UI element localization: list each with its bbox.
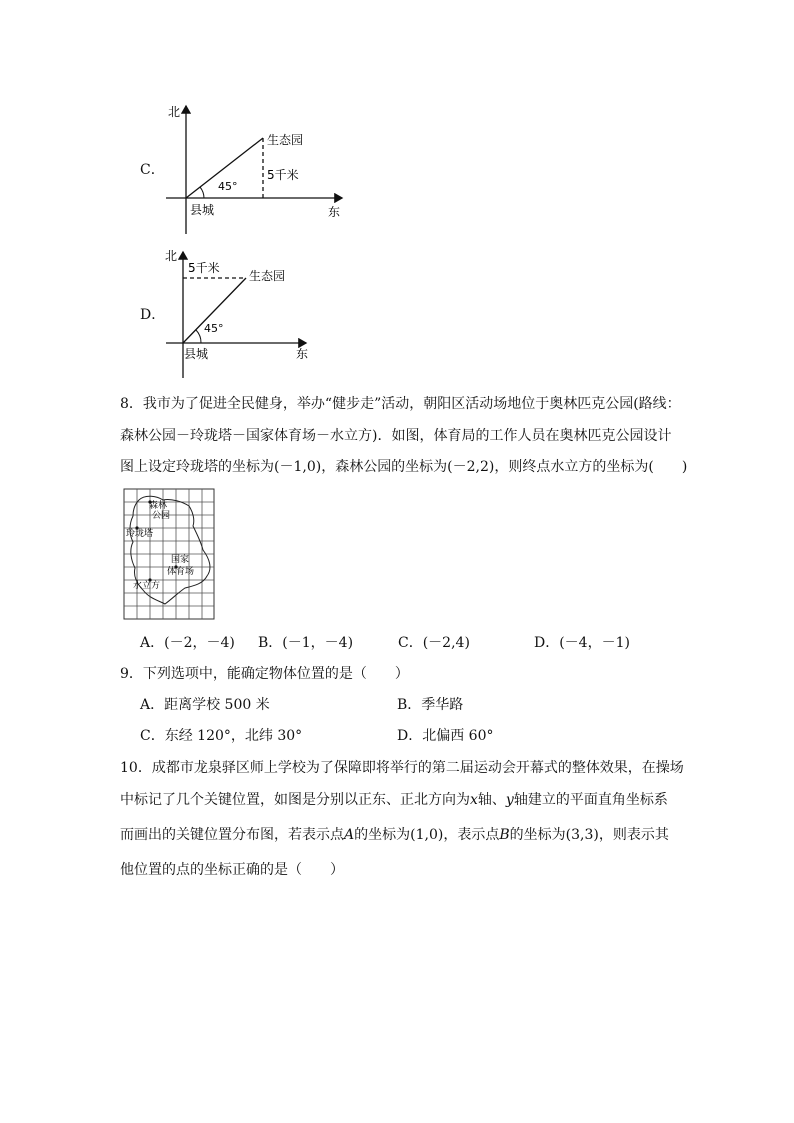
q10-line-3: 而画出的关键位置分布图，若表示点A的坐标为(1,0)，表示点B的坐标为(3,3)，则表示其 — [120, 827, 669, 843]
figure-d-direction-diagram — [160, 246, 320, 382]
map-label-water: 水立方 — [133, 581, 161, 591]
east-label: 东 — [328, 205, 341, 219]
coordinate-b: (3,3) — [565, 827, 599, 843]
angle-arc — [200, 187, 204, 198]
north-label: 北 — [165, 249, 178, 263]
q8-option-d[interactable]: D．(－4，－1) — [534, 635, 630, 651]
angle-arc — [196, 330, 201, 343]
target-label: 生态园 — [267, 133, 304, 147]
coordinate-a: (1,0) — [410, 827, 444, 843]
q9-option-a[interactable]: A．距离学校 500 米 — [140, 697, 270, 713]
map-label-forest-2: 公园 — [152, 511, 171, 521]
distance-label: 5千米 — [267, 168, 299, 182]
option-c-label: C． — [140, 162, 165, 178]
q8-option-b[interactable]: B．(－1，－4) — [258, 635, 354, 651]
origin-label: 县城 — [190, 203, 215, 217]
map-label-tower: 玲珑塔 — [126, 529, 154, 539]
q8-line-1: 8．我市为了促进全民健身，举办“健步走”活动，朝阳区活动场地位于奥林匹克公园(路线： — [120, 396, 681, 412]
olympic-park-grid-map — [123, 488, 215, 620]
q9-stem: 9．下列选项中，能确定物体位置的是（ ） — [120, 666, 409, 682]
map-label-stadium-1: 国家 — [171, 555, 190, 565]
q8-option-c[interactable]: C．(－2,4) — [398, 635, 470, 651]
map-label-forest-1: 森林 — [149, 501, 168, 511]
distance-label: 5千米 — [188, 261, 220, 275]
origin-label: 县城 — [184, 347, 209, 361]
q8-line-2: 森林公园－玲珑塔－国家体育场－水立方)．如图，体育局的工作人员在奥林匹克公园设计 — [120, 428, 672, 444]
option-d-label: D． — [140, 307, 166, 323]
angle-label: 45° — [218, 180, 238, 193]
q9-option-d[interactable]: D．北偏西 60° — [397, 728, 494, 744]
q10-line-2: 中标记了几个关键位置，如图是分别以正东、正北方向为x轴、y轴建立的平面直角坐标系 — [120, 792, 668, 808]
east-label: 东 — [296, 347, 309, 361]
figure-c-direction-diagram — [160, 100, 360, 240]
q10-line-4: 他位置的点的坐标正确的是（ ） — [120, 862, 344, 878]
target-label: 生态园 — [249, 269, 286, 283]
q9-option-c[interactable]: C．东经 120°，北纬 30° — [140, 728, 303, 744]
angle-label: 45° — [204, 322, 224, 335]
q8-option-a[interactable]: A．(－2，－4) — [140, 635, 235, 651]
north-label: 北 — [168, 105, 181, 119]
q10-line-1: 10．成都市龙泉驿区师上学校为了保障即将举行的第二届运动会开幕式的整体效果，在操场 — [120, 760, 684, 776]
q9-option-b[interactable]: B．季华路 — [397, 697, 464, 713]
map-label-stadium-2: 体育场 — [167, 567, 195, 577]
q8-line-3: 图上设定玲珑塔的坐标为(－1,0)，森林公园的坐标为(－2,2)，则终点水立方的坐标为( ) — [120, 459, 688, 475]
